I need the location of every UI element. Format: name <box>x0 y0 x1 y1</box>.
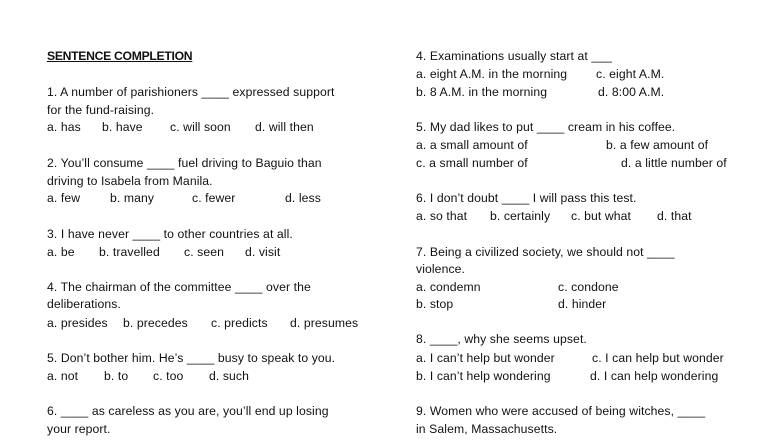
question-stem-line: 8. ____, why she seems upset. <box>416 332 587 346</box>
answer-option-c[interactable]: c. but what <box>571 209 632 223</box>
question-stem-line: driving to Isabela from Manila. <box>47 174 213 188</box>
answer-option-c[interactable]: c. I can help but wonder <box>592 351 724 365</box>
answer-option-a[interactable]: a. not <box>47 369 79 383</box>
answer-option-b[interactable]: b. to <box>104 369 129 383</box>
question-stem-line: 5. My dad likes to put ____ cream in his coffee. <box>416 120 676 134</box>
answer-option-b[interactable]: b. travelled <box>99 245 160 259</box>
answer-option-d[interactable]: d. 8:00 A.M. <box>598 85 665 99</box>
question-stem-line: violence. <box>416 262 466 276</box>
question-stem-line: your report. <box>47 422 111 436</box>
answer-option-b[interactable]: b. I can’t help wondering <box>416 369 551 383</box>
answer-option-c[interactable]: c. eight A.M. <box>596 67 665 81</box>
answer-option-a[interactable]: a. presides <box>47 316 108 330</box>
worksheet-title: SENTENCE COMPLETION <box>47 49 193 63</box>
question-stem-line: 9. Women who were accused of being witches, ____ <box>416 404 706 418</box>
question-stem-line: 2. You’ll consume ____ fuel driving to Baguio than <box>47 156 322 170</box>
answer-option-b[interactable]: b. stop <box>416 297 454 311</box>
question-stem-line: 4. The chairman of the committee ____ over the <box>47 280 311 294</box>
answer-option-d[interactable]: d. I can help wondering <box>590 369 719 383</box>
answer-option-c[interactable]: c. will soon <box>170 120 231 134</box>
answer-option-d[interactable]: d. that <box>657 209 692 223</box>
question-stem-line: deliberations. <box>47 297 121 311</box>
question-stem-line: 6. ____ as careless as you are, you’ll end up losing <box>47 404 329 418</box>
answer-option-a[interactable]: a. a small amount of <box>416 138 528 152</box>
answer-option-b[interactable]: b. many <box>110 191 155 205</box>
answer-option-a[interactable]: a. few <box>47 191 81 205</box>
question-stem-line: 1. A number of parishioners ____ expressed support <box>47 85 335 99</box>
answer-option-c[interactable]: c. fewer <box>192 191 236 205</box>
question-stem-line: 6. I don’t doubt ____ I will pass this test. <box>416 191 637 205</box>
answer-option-a[interactable]: a. I can’t help but wonder <box>416 351 555 365</box>
answer-option-a[interactable]: a. has <box>47 120 81 134</box>
answer-option-c[interactable]: c. a small number of <box>416 156 528 170</box>
question-stem-line: 5. Don’t bother him. He’s ____ busy to speak to you. <box>47 351 336 365</box>
answer-option-d[interactable]: d. a little number of <box>621 156 727 170</box>
answer-option-d[interactable]: d. such <box>209 369 249 383</box>
answer-option-b[interactable]: b. 8 A.M. in the morning <box>416 85 548 99</box>
question-stem-line: for the fund-raising. <box>47 103 155 117</box>
answer-option-b[interactable]: b. certainly <box>490 209 551 223</box>
answer-option-d[interactable]: d. will then <box>255 120 314 134</box>
answer-option-c[interactable]: c. predicts <box>211 316 268 330</box>
question-stem-line: 3. I have never ____ to other countries at all. <box>47 227 293 241</box>
answer-option-b[interactable]: b. a few amount of <box>606 138 709 152</box>
answer-option-d[interactable]: d. less <box>285 191 321 205</box>
answer-option-a[interactable]: a. condemn <box>416 280 481 294</box>
question-stem-line: 7. Being a civilized society, we should not ____ <box>416 245 675 259</box>
answer-option-d[interactable]: d. visit <box>245 245 281 259</box>
answer-option-a[interactable]: a. eight A.M. in the morning <box>416 67 568 81</box>
answer-option-a[interactable]: a. be <box>47 245 75 259</box>
question-stem-line: 4. Examinations usually start at ___ <box>416 49 612 63</box>
question-stem-line: in Salem, Massachusetts. <box>416 422 558 436</box>
answer-option-a[interactable]: a. so that <box>416 209 468 223</box>
answer-option-d[interactable]: d. hinder <box>558 297 607 311</box>
answer-option-c[interactable]: c. too <box>153 369 184 383</box>
answer-option-d[interactable]: d. presumes <box>290 316 359 330</box>
answer-option-b[interactable]: b. precedes <box>123 316 188 330</box>
answer-option-b[interactable]: b. have <box>102 120 143 134</box>
answer-option-c[interactable]: c. seen <box>184 245 224 259</box>
answer-option-c[interactable]: c. condone <box>558 280 619 294</box>
